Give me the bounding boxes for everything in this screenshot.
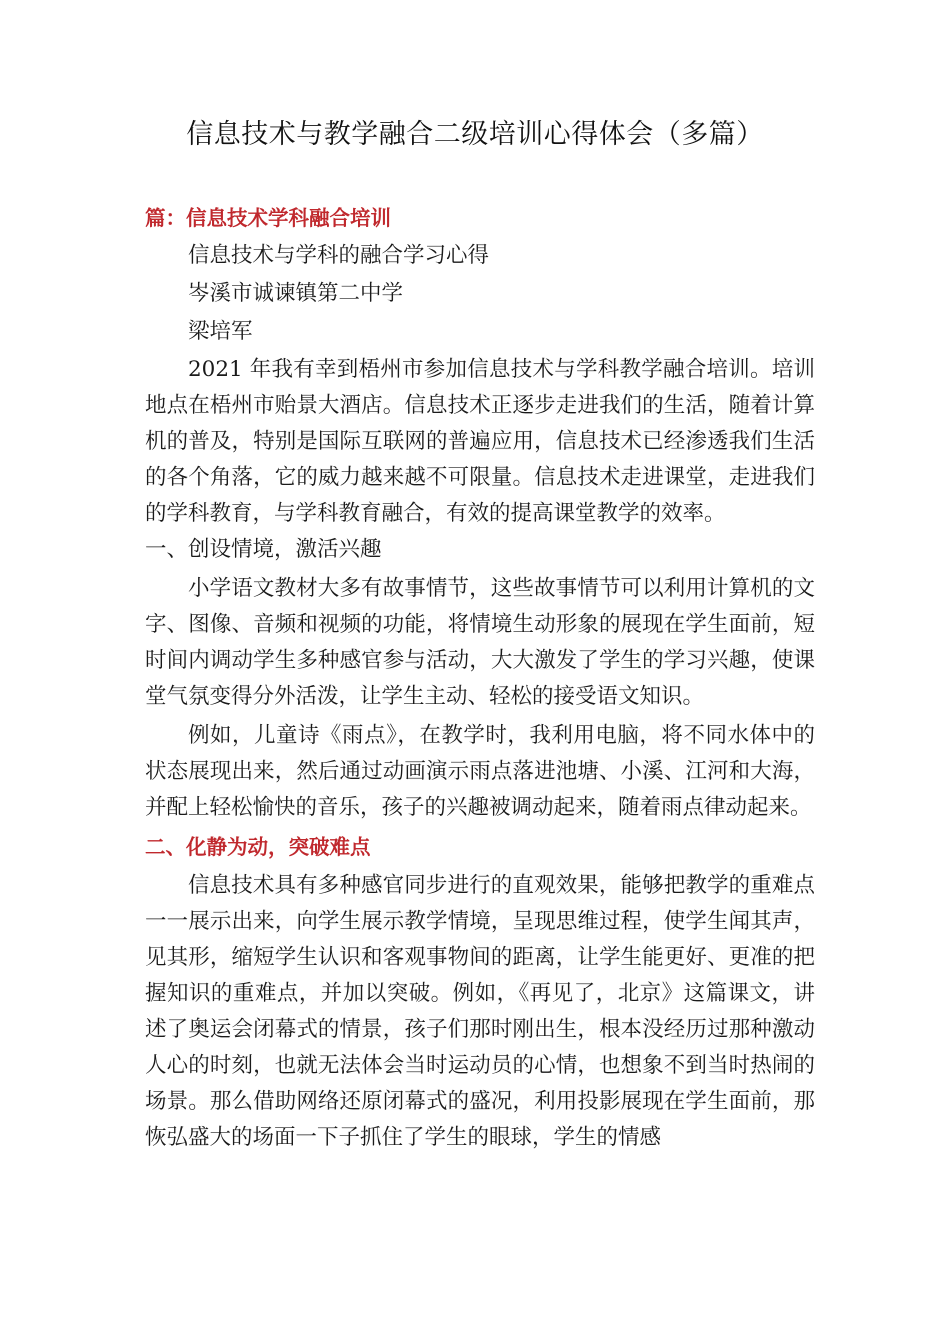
paragraph-2: 信息技术具有多种感官同步进行的直观效果，能够把教学的重难点一一展示出来，向学生展示教学情境，呈现思维过程，使学生闻其声，见其形，缩短学生认识和客观事物间的距离，让学生能更好、更准的把握知识的重难点，并加以突破。例如，《再见了，北京》这篇课文，讲述了奥运会闭幕式的情景，孩子们那时刚出生，根本没经历过那种激动人心的时刻，也就无法体会当时运动员的心情，也想象不到当时热闹的场景。那么借助网络还原闭幕式的盛况，利用投影展现在学生面前，那恢弘盛大的场面一下子抓住了学生的眼球，学生的情感: [145, 873, 815, 1150]
school-name: 岑溪市诚谏镇第二中学: [188, 281, 404, 306]
author-name: 梁培军: [188, 319, 253, 344]
paragraph-1b: 例如，儿童诗《雨点》，在教学时，我利用电脑，将不同水体中的状态展现出来，然后通过动画演示雨点落进池塘、小溪、江河和大海，并配上轻松愉快的音乐，孩子的兴趣被调动起来，随着雨点律动起来。: [145, 723, 815, 820]
heading-one: 一、创设情境，激活兴趣: [145, 537, 382, 562]
paragraph-1a: 小学语文教材大多有故事情节，这些故事情节可以利用计算机的文字、图像、音频和视频的功能，将情境生动形象的展现在学生面前，短时间内调动学生多种感官参与活动，大大激发了学生的学习兴趣，使课堂气氛变得分外活泼，让学生主动、轻松的接受语文知识。: [145, 576, 815, 709]
document-body: [145, 200, 815, 1156]
section-heading: 篇：信息技术学科融合培训: [145, 206, 391, 230]
heading-two: 二、化静为动，突破难点: [145, 835, 371, 859]
intro-paragraph: 2021 年我有幸到梧州市参加信息技术与学科教学融合培训。培训地点在梧州市贻景大酒店。信息技术正逐步走进我们的生活，随着计算机的普及，特别是国际互联网的普遍应用，信息技术已经渗透我们生活的各个角落，它的威力越来越不可限量。信息技术走进课堂，走进我们的学科教育，与学科教育融合，有效的提高课堂教学的效率。: [145, 357, 815, 526]
document-title: 信息技术与教学融合二级培训心得体会（多篇）: [186, 119, 764, 150]
subtitle: 信息技术与学科的融合学习心得: [188, 243, 490, 268]
